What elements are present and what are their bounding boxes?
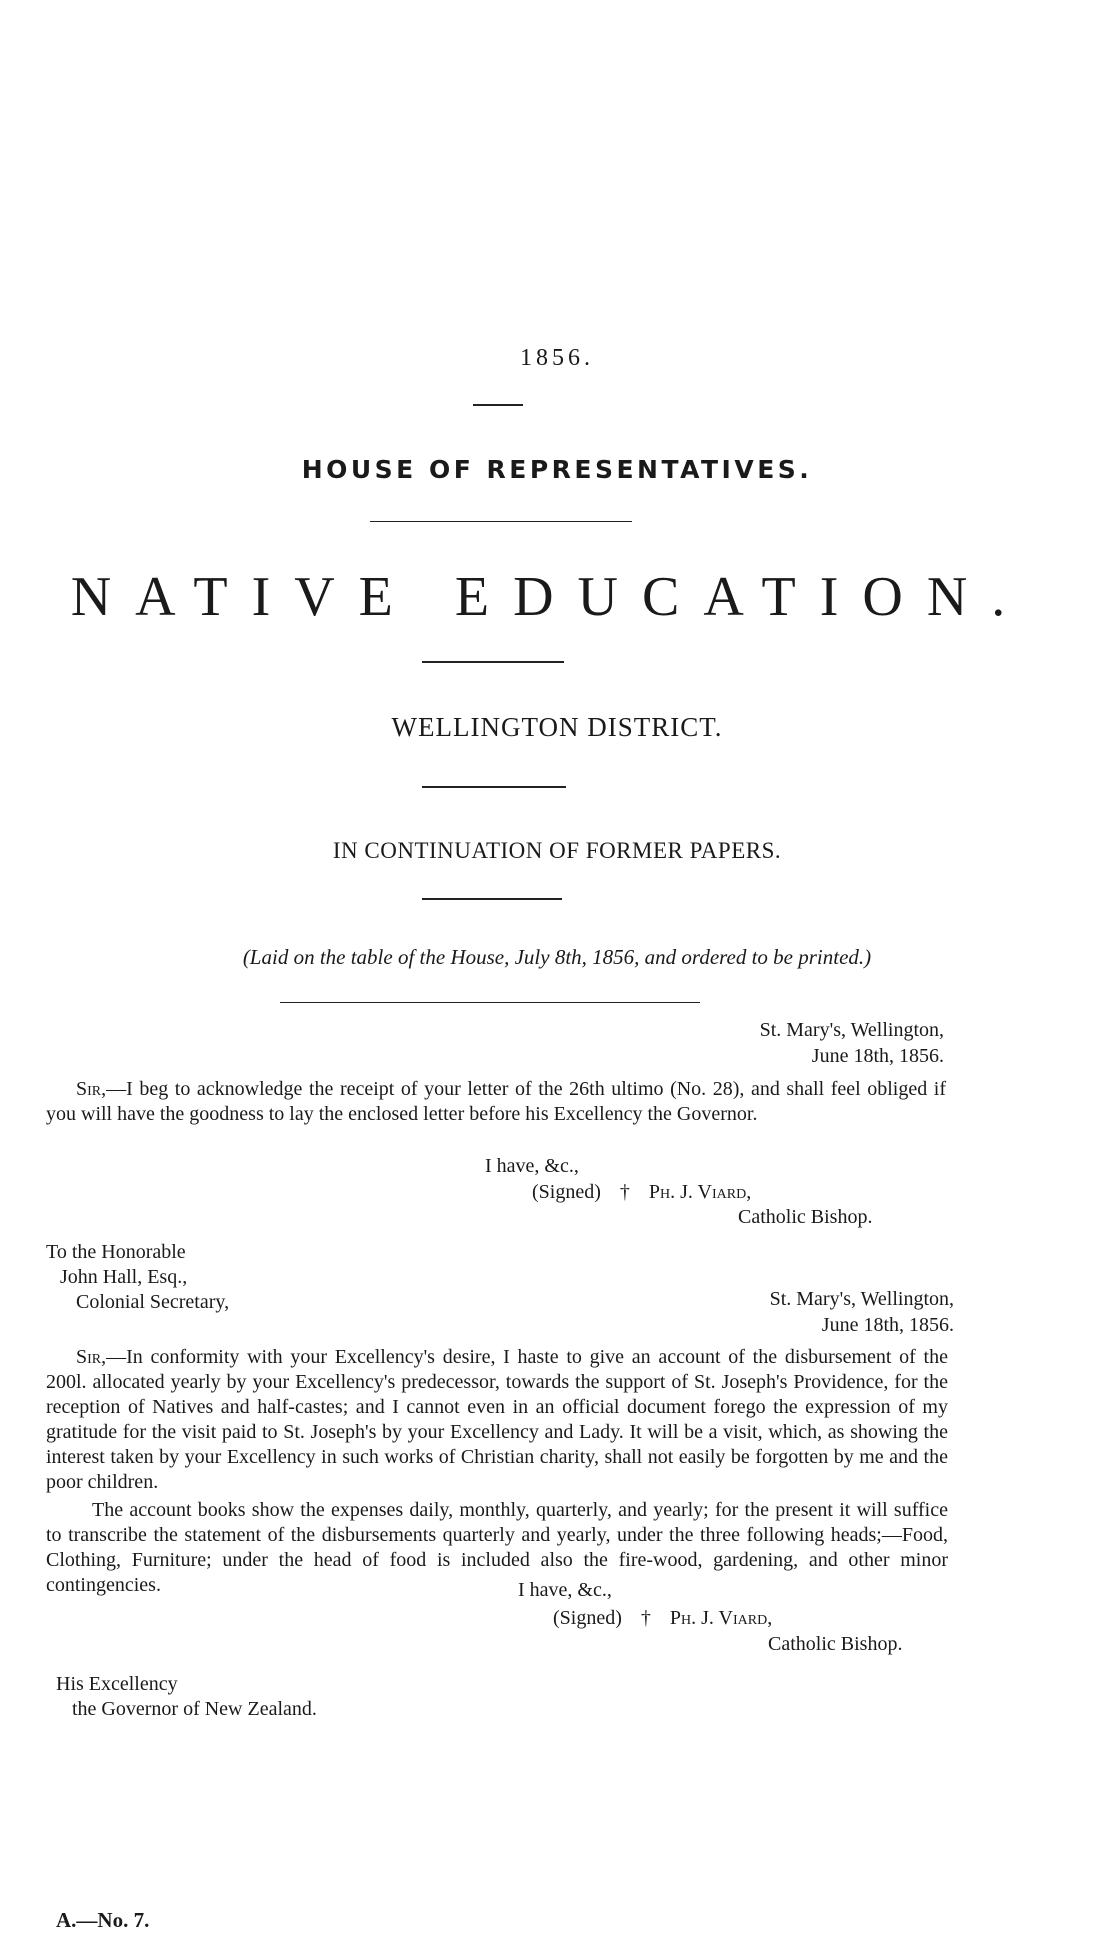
letter1-signatory: Ph. J. Viard, — [648, 1181, 752, 1203]
addressee-line: To the Honorable — [46, 1241, 186, 1263]
letter2-title: Catholic Bishop. — [768, 1633, 903, 1655]
addressee-line: John Hall, Esq., — [60, 1266, 188, 1288]
letter1-closing: I have, &c., — [485, 1155, 579, 1177]
letter2-salutation: Sir, — [76, 1346, 107, 1368]
laid-on-table-note: (Laid on the table of the House, July 8th, 1856, and ordered to be printed.) — [242, 945, 872, 969]
house-heading: HOUSE OF REPRESENTATIVES. — [301, 455, 813, 484]
letter1-dateline — [544, 1017, 944, 1069]
rule-4 — [422, 786, 566, 788]
letter1-title: Catholic Bishop. — [738, 1206, 873, 1228]
letter2-signature — [553, 1606, 973, 1631]
document-number: A.—No. 7. — [56, 1908, 150, 1932]
letter1-addressee — [46, 1240, 229, 1315]
rule-3 — [422, 661, 564, 663]
addressee-line: the Governor of New Zealand. — [72, 1698, 317, 1720]
continuation-heading: IN CONTINUATION OF FORMER PAPERS. — [332, 838, 782, 863]
letter2-date: June 18th, 1856. — [821, 1314, 954, 1336]
year-heading: 1856. — [520, 345, 594, 371]
letter1-date: June 18th, 1856. — [811, 1045, 944, 1067]
addressee-line: Colonial Secretary, — [76, 1291, 230, 1313]
letter2-addressee — [56, 1672, 317, 1722]
page-title: NATIVE EDUCATION. — [70, 566, 1030, 628]
letter2-signatory: Ph. J. Viard, — [669, 1607, 773, 1629]
rule-1 — [473, 404, 523, 406]
letter1-text: —I beg to acknowledge the receipt of your letter of the 26th ultimo (No. 28), and shall feel obliged if you will have the goodness to lay the enclosed letter before his Excellency the Governor. — [46, 1078, 946, 1125]
rule-5 — [422, 898, 562, 900]
district-heading: WELLINGTON DISTRICT. — [391, 712, 723, 742]
letter2-signed: (Signed) — [553, 1607, 622, 1629]
rule-6 — [280, 1002, 700, 1003]
letter2-dateline — [554, 1286, 954, 1338]
letter1-signature — [532, 1180, 952, 1205]
cross-icon: † — [640, 1607, 651, 1629]
addressee-line: His Excellency — [56, 1673, 178, 1695]
letter2-text-1: —In conformity with your Excellency's desire, I haste to give an account of the disbursement of the 200l. allocated yearly by your Excellency's predecessor, towards the support of St. Joseph's Providence, for the reception of Natives and half-castes; and I cannot even in an official document forego the expression of my gratitude for the visit paid to St. Joseph's by your Excellency and Lady. It will be a visit, which, as showing the interest taken by your Excellency in such works of Christian charity, shall not easily be forgotten by me and the poor children. — [46, 1346, 948, 1493]
letter2-body-2: The account books show the expenses daily, monthly, quarterly, and yearly; for the present it will suffice to transcribe the statement of the disbursements quarterly and yearly, under the three following heads;—Food, Clothing, Furniture; under the head of food is included also the fire-wood, gardening, and other minor contingencies. — [46, 1499, 948, 1596]
letter2-closing: I have, &c., — [518, 1579, 612, 1601]
rule-2 — [370, 521, 632, 522]
letter1-salutation: Sir, — [76, 1078, 107, 1100]
letter1-signed: (Signed) — [532, 1181, 601, 1203]
letter2-place: St. Mary's, Wellington, — [769, 1288, 954, 1310]
letter1-place: St. Mary's, Wellington, — [759, 1019, 944, 1041]
cross-icon: † — [619, 1181, 630, 1203]
letter2-body-1 — [46, 1345, 948, 1495]
letter1-body — [46, 1077, 946, 1127]
